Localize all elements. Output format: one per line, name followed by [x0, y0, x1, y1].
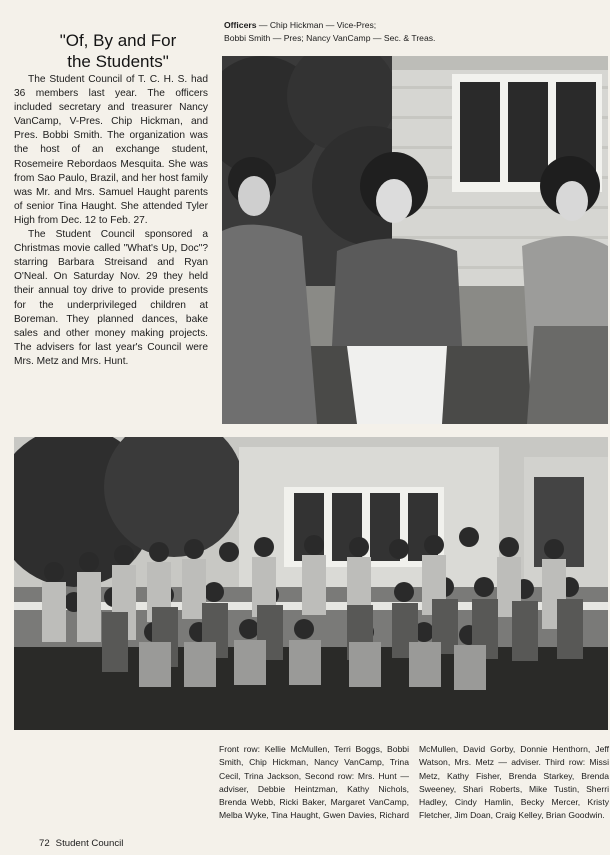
intro-paragraph-2: The Student Council sponsored a Christmas movie called "What's Up, Doc"? starring Barbara Streisand and Ryan O'Neal. On Saturday Nov. 29 they held their annual toy drive to provide presents for the underprivileged children at Boreman. They planned dances, bake sales and other money making projects. The advisers for last year's Council were Mrs. Metz and Mrs. Hunt.: [14, 229, 208, 367]
officers-photo-image: [222, 56, 608, 424]
page-number: 72: [39, 838, 50, 849]
officers-line-2: Bobbi Smith — Pres; Nancy VanCamp — Sec. & Treas.: [224, 33, 436, 43]
officers-photo: [222, 56, 608, 424]
officers-label: Officers: [224, 20, 257, 30]
title-line-1: "Of, By and For: [59, 31, 177, 50]
officers-caption: [224, 19, 594, 45]
page-title: [28, 30, 208, 72]
page-footer: [39, 838, 129, 849]
officers-line-1: — Chip Hickman — Vice-Pres;: [256, 20, 377, 30]
intro-paragraph-1: The Student Council of T. C. H. S. had 36 members last year. The officers included secretary and treasurer Nancy VanCamp, V-Pres. Chip Hickman, and Pres. Bobbi Smith. The organization was the host of an exchange student, Rosemeire Rebordaos Mesquita. She was from Sao Paulo, Brazil, and her host family was Mr. and Mrs. Samuel Haught parents of senior Tina Haught. She attended Tyler High from Dec. 12 to Feb. 27.: [14, 74, 208, 226]
group-caption: Front row: Kellie McMullen, Terri Boggs, Bobbi Smith, Chip Hickman, Nancy VanCamp, Trina Cecil, Trina Jackson, Second row: Mrs. Hunt — adviser, Debbie Heintzman, Kathy Nichols, Brenda Webb, Ricki Baker, Margaret VanCamp, Melba Wyke, Tina Haught, Gwen Davies, Richard McMullen, David Gorby, Donnie Henthorn, Jeff Watson, Mrs. Metz — adviser. Third row: Missi Metz, Kathy Fisher, Brenda Starkey, Brenda Sweeney, Shari Roberts, Mike Tustin, Sherri Hadley, Cindy Hamlin, Becky Mercer, Kristy Fletcher, Jim Doan, Craig Kelley, Brian Goodwin.: [219, 744, 609, 821]
intro-text: [14, 73, 208, 369]
group-photo-image: [14, 437, 608, 730]
section-name: Student Council: [55, 838, 124, 849]
group-photo: [14, 437, 608, 730]
title-line-2: the Students": [67, 52, 169, 71]
